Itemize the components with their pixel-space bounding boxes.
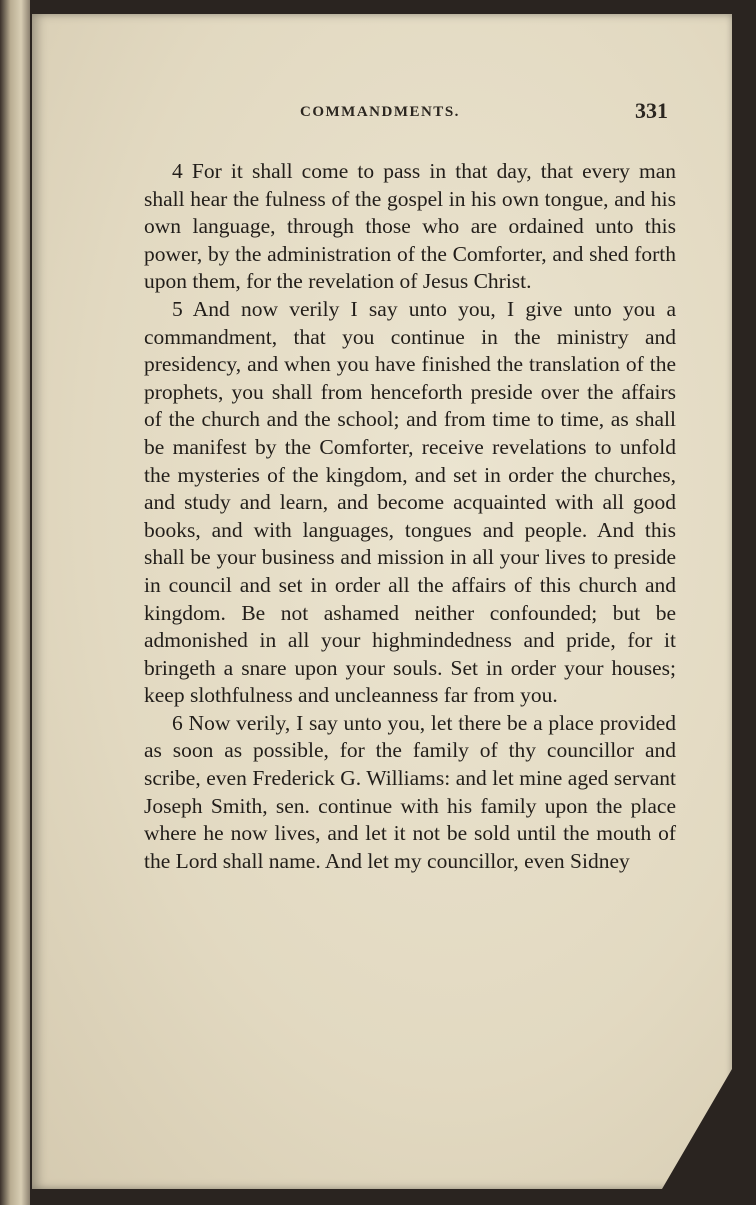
- paragraph-verse-5: 5 And now verily I say unto you, I give unto you a commandment, that you continue in the ministry and presidency, and when you have finished the translation of the prophets, you shall from henceforth preside over the affairs of the church and the school; and from time to time, as shall be manifest by the Comforter, receive revelations to unfold the mysteries of the kingdom, and set in order the churches, and study and learn, and become acquainted with all good books, and with languages, tongues and people. And this shall be your business and mission in all your lives to preside in council and set in order all the affairs of this church and kingdom. Be not ashamed neither confounded; but be admonished in all your highmindedness and pride, for it bringeth a snare upon your souls. Set in order your houses; keep slothfulness and uncleanness far from you.: [144, 296, 676, 708]
- facing-page-edge: [0, 0, 30, 1205]
- page-number: 331: [635, 98, 668, 123]
- running-title: COMMANDMENTS.: [300, 104, 460, 120]
- book-page: [32, 14, 732, 1189]
- page-header: [32, 100, 732, 130]
- body-text: [144, 158, 676, 875]
- paragraph-verse-6: 6 Now verily, I say unto you, let there be a place provided as soon as possible, for the family of thy councillor and scribe, even Frederick G. Williams: and let mine aged servant Joseph Smith, sen. continue with his family upon the place where he now lives, and let it not be sold until the mouth of the Lord shall name. And let my councillor, even Sidney: [144, 710, 676, 873]
- paragraph-verse-4: 4 For it shall come to pass in that day, that every man shall hear the fulness of the gospel in his own tongue, and his own language, through those who are ordained unto this power, by the administration of the Comforter, and shed forth upon them, for the revelation of Jesus Christ.: [144, 159, 676, 294]
- page-corner-shadow: [662, 1069, 732, 1189]
